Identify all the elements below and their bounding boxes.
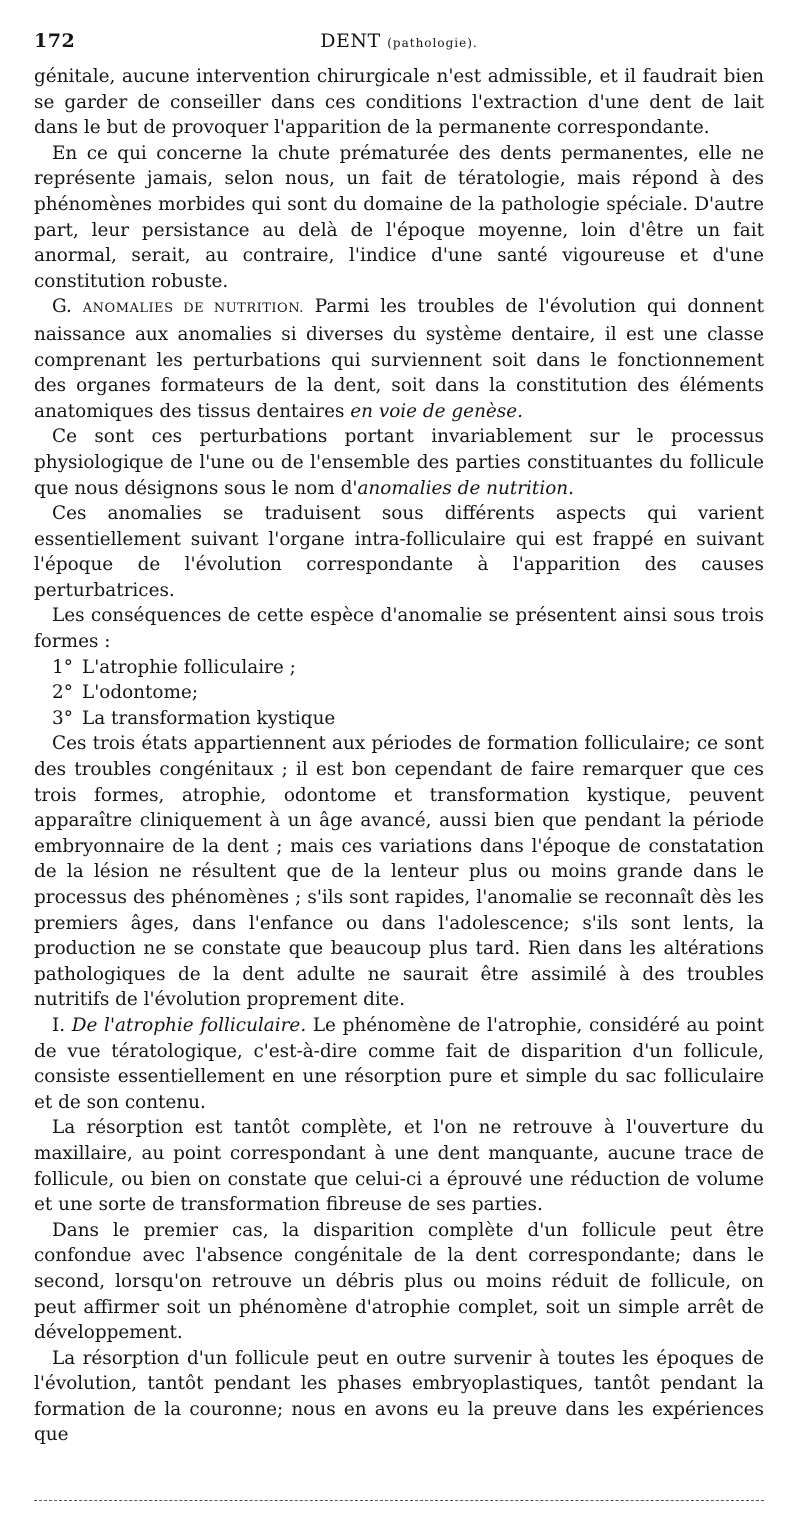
paragraph-premier-cas: Dans le premier cas, la disparition complète d'un follicule peut être confondue avec l'absence congénitale de la dent correspondante; dans le second, lorsqu'on retrouve un débris plus ou moins réduit de follicule, on peut affirmer soit un phénomène d'atrophie complet, soit un simple arrêt de développement.: [34, 1219, 764, 1344]
footer-divider: [34, 1500, 764, 1501]
section-i-title: De l'atrophie folliculaire.: [71, 1014, 307, 1036]
page-body: [34, 64, 764, 1448]
list-item: [52, 706, 764, 732]
list-item-number: 1°: [52, 656, 73, 678]
paragraph-resorption-follicule: La résorption d'un follicule peut en outre survenir à toutes les époques de l'évolution, tantôt pendant les phases embryoplastiques, tantôt pendant la formation de la couronne; nous en avons eu la preuve dans les expériences que: [34, 1347, 764, 1446]
list-item: [52, 680, 764, 706]
section-g-italic: en voie de genèse.: [350, 400, 523, 422]
page-number: 172: [34, 30, 76, 52]
paragraph-consequences: Les conséquences de cette espèce d'anomalie se présentent ainsi sous trois formes :: [34, 605, 764, 653]
list-item-label: La transformation kystique: [82, 707, 336, 729]
paragraph-perturbations: [34, 424, 764, 501]
paragraph-resorption: La résorption est tantôt complète, et l'on ne retrouve à l'ouverture du maxillaire, au point correspondant à une dent manquante, aucune trace de follicule, ou bien on constate que celui-ci a éprouvé une réduction de volume et une sorte de transformation fibreuse de ses parties.: [34, 1117, 764, 1216]
paragraph-chute-prematuree: En ce qui concerne la chute prématurée des dents permanentes, elle ne représente jamais, selon nous, un fait de tératologie, mais répond à des phénomènes morbides qui sont du domaine de la pathologie spéciale. D'autre part, leur persistance au delà de l'époque moyenne, loin d'être un fait anormal, serait, au contraire, l'indice d'une santé vigoureuse et d'une constitution robuste.: [34, 142, 764, 292]
paragraph-perturbations-italic: anomalies de nutrition.: [357, 477, 574, 499]
list-item-label: L'odontome;: [82, 682, 199, 704]
forms-list: [34, 655, 764, 732]
section-g-lead: G.: [52, 296, 72, 318]
list-item: [52, 655, 764, 681]
section-i-lead: I.: [52, 1014, 66, 1036]
list-item-number: 2°: [52, 682, 73, 704]
section-g-heading: ANOMALIES DE NUTRITION.: [82, 301, 304, 317]
running-title: [94, 30, 764, 52]
section-i-text: Le phénomène de l'atrophie, considéré au point de vue tératologique, c'est-à-dire comme fait de disparition d'un follicule, consiste essentiellement en une résorption pure et simple du sac folliculaire et de son contenu.: [34, 1014, 764, 1113]
running-title-main: DENT: [320, 30, 381, 52]
paragraph-continuation: génitale, aucune intervention chirurgicale n'est admissible, et il faudrait bien se garder de conseiller dans ces conditions l'extraction d'une dent de lait dans le but de provoquer l'apparition de la permanente correspondante.: [34, 66, 764, 139]
running-title-sub: (pathologie).: [387, 36, 478, 50]
section-g-text: Parmi les troubles de l'évolution qui donnent naissance aux anomalies si diverses du système dentaire, il est une classe comprenant les perturbations qui surviennent soit dans le fonctionnement des organes formateurs de la dent, soit dans la constitution des éléments anatomiques des tissus dentaires: [34, 296, 764, 422]
section-g-paragraph: [34, 294, 764, 424]
list-item-number: 3°: [52, 707, 73, 729]
page-header: [34, 30, 764, 64]
paragraph-perturbations-text: Ce sont ces perturbations portant invariablement sur le processus physiologique de l'une ou de l'ensemble des parties constituantes du follicule que nous désignons sous le nom d': [34, 426, 764, 499]
paragraph-trois-etats: Ces trois états appartiennent aux périodes de formation folliculaire; ce sont des troubles congénitaux ; il est bon cependant de faire remarquer que ces trois formes, atrophie, odontome et transformation kystique, peuvent apparaître cliniquement à un âge avancé, aussi bien que pendant la période embryonnaire de la dent ; mais ces variations dans l'époque de constatation de la lésion ne résultent que de la lenteur plus ou moins grande dans le processus des phénomènes ; s'ils sont rapides, l'anomalie se reconnaît dès les premiers âges, dans l'enfance ou dans l'adolescence; s'ils sont lents, la production ne se constate que beaucoup plus tard. Rien dans les altérations pathologiques de la dent adulte ne saurait être assimilé à des troubles nutritifs de l'évolution proprement dite.: [34, 733, 764, 1011]
list-item-label: L'atrophie folliculaire ;: [82, 656, 296, 678]
section-i-paragraph: [34, 1013, 764, 1115]
paragraph-aspects: Ces anomalies se traduisent sous différents aspects qui varient essentiellement suivant l'organe intra-folliculaire qui est frappé en suivant l'époque de l'évolution correspondante à l'apparition des causes perturbatrices.: [34, 503, 764, 601]
